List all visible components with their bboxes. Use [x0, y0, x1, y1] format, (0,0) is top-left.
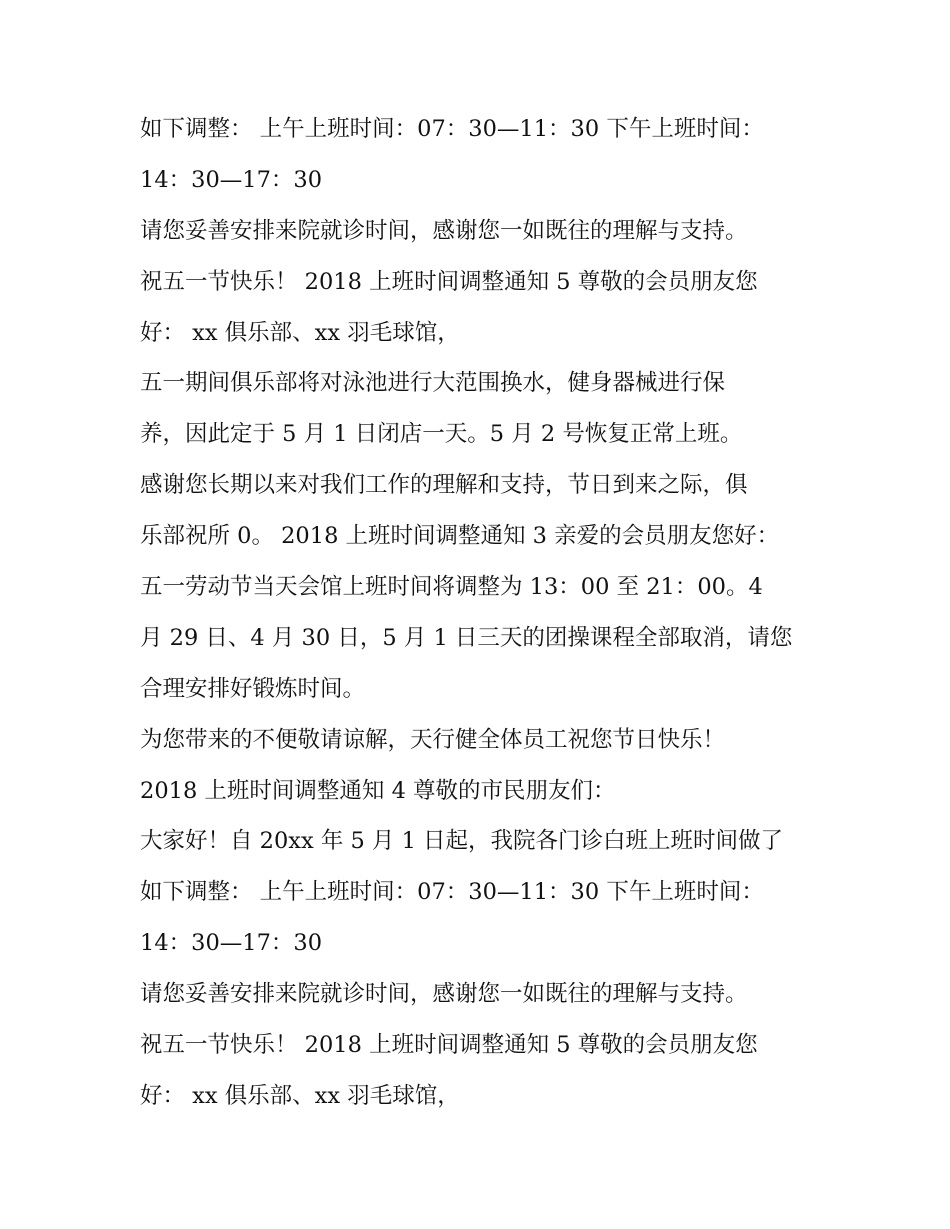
- text-line: 如下调整： 上午上班时间：07：30—11：30 下午上班时间：: [140, 879, 764, 906]
- text-line: 五一期间俱乐部将对泳池进行大范围换水，健身器械进行保: [140, 370, 726, 397]
- text-line: 五一劳动节当天会馆上班时间将调整为 13：00 至 21：00。4: [140, 574, 763, 601]
- text-line: 为您带来的不便敬请谅解，天行健全体员工祝您节日快乐！: [140, 726, 726, 753]
- text-line: 感谢您长期以来对我们工作的理解和支持，节日到来之际，俱: [140, 472, 748, 499]
- text-line: 14：30—17：30: [140, 930, 323, 957]
- text-line: 好： xx 俱乐部、xx 羽毛球馆，: [140, 1082, 460, 1109]
- text-line: 请您妥善安排来院就诊时间，感谢您一如既往的理解与支持。: [140, 981, 748, 1008]
- document-body: [140, 104, 840, 1122]
- text-line: 合理安排好锻炼时间。: [140, 675, 366, 702]
- text-line: 请您妥善安排来院就诊时间，感谢您一如既往的理解与支持。: [140, 217, 748, 244]
- text-line: 乐部祝所 0。 2018 上班时间调整通知 3 亲爱的会员朋友您好：: [140, 523, 780, 550]
- text-line: 祝五一节快乐！ 2018 上班时间调整通知 5 尊敬的会员朋友您: [140, 1032, 758, 1059]
- text-line: 好： xx 俱乐部、xx 羽毛球馆，: [140, 319, 460, 346]
- text-line: 祝五一节快乐！ 2018 上班时间调整通知 5 尊敬的会员朋友您: [140, 268, 758, 295]
- text-line: 大家好！自 20xx 年 5 月 1 日起，我院各门诊白班上班时间做了: [140, 828, 784, 855]
- text-line: 养，因此定于 5 月 1 日闭店一天。5 月 2 号恢复正常上班。: [140, 421, 743, 448]
- text-line: 2018 上班时间调整通知 4 尊敬的市民朋友们：: [140, 777, 616, 804]
- text-line: 如下调整： 上午上班时间：07：30—11：30 下午上班时间：: [140, 116, 764, 142]
- text-line: 月 29 日、4 月 30 日，5 月 1 日三天的团操课程全部取消，请您: [140, 624, 793, 651]
- text-line: 14：30—17：30: [140, 166, 323, 193]
